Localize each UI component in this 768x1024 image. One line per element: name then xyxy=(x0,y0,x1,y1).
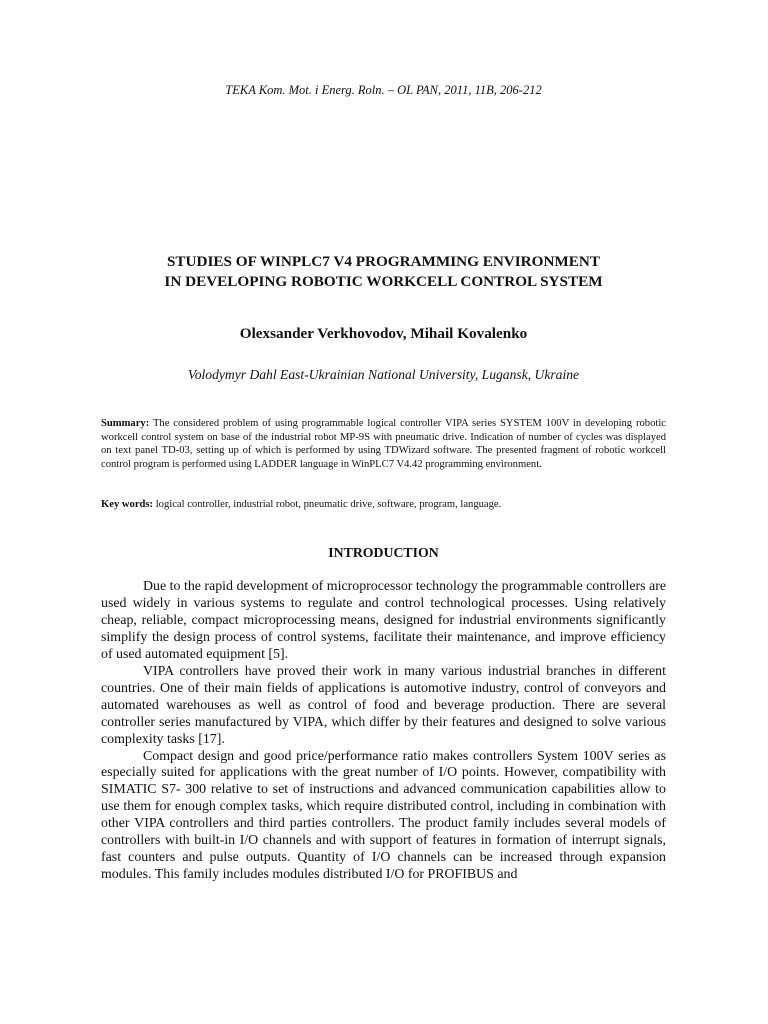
paper-page xyxy=(101,0,666,1024)
section-heading-introduction: INTRODUCTION xyxy=(328,545,439,560)
body-paragraph: Compact design and good price/performance ratio makes controllers System 100V series as especially suited for applications with the great number of I/O points. However, compatibility with SIMATIC S7- 300 relative to set of instructions and advanced communication capabilities allow to use them for enough complex tasks, which require distributed control, including in combination with other VIPA controllers and third parties controllers. The product family includes several models of controllers with built-in I/O channels and with support of features in formation of interrupt signals, fast counters and pulse outputs. Quantity of I/O channels can be increased through expansion modules. This family includes modules distributed I/O for PROFIBUS and xyxy=(101,748,666,883)
introduction-body xyxy=(101,579,666,884)
body-paragraph: Due to the rapid development of microprocessor technology the programmable controllers are used widely in various systems to regulate and control technological processes. Using relatively cheap, reliable, compact microprocessing means, designed for industrial environments significantly simplify the design process of control systems, facilitate their maintenance, and improve efficiency of used automated equipment [5]. xyxy=(101,579,666,662)
affiliation: Volodymyr Dahl East-Ukrainian National University, Lugansk, Ukraine xyxy=(187,367,580,382)
summary-text: The considered problem of using programmable logical controller VIPA series SYSTEM 100V in developing robotic workcell control system on base of the industrial robot MP-9S with pneumatic drive. Indication of number of cycles was displayed on text panel TD-03, setting up of which is performed by using TDWizard software. The presented fragment of robotic workcell control program is performed using LADDER language in WinPLC7 V4.42 programming environment. xyxy=(101,418,666,470)
paper-title-line-2: IN DEVELOPING ROBOTIC WORKCELL CONTROL SYSTEM xyxy=(164,272,603,290)
keywords xyxy=(101,498,666,512)
summary xyxy=(101,417,666,471)
keywords-text: logical controller, industrial robot, pneumatic drive, software, program, language. xyxy=(153,499,502,510)
paper-title-line-1: STUDIES OF WINPLC7 V4 PROGRAMMING ENVIRONMENT xyxy=(166,253,600,270)
keywords-label: Key words: xyxy=(101,499,154,510)
summary-label: Summary: xyxy=(101,418,150,429)
journal-reference: TEKA Kom. Mot. i Energ. Roln. – OL PAN, 2011, 11B, 206-212 xyxy=(225,83,542,97)
body-paragraph: VIPA controllers have proved their work in many various industrial branches in different countries. One of their main fields of applications is automotive industry, control of conveyors and automated warehouses as well as control of food and beverage production. There are several controller series manufactured by VIPA, which differ by their features and designed to solve various complexity tasks [17]. xyxy=(101,663,666,747)
paper-title xyxy=(101,252,666,291)
authors: Olexsander Verkhovodov, Mihail Kovalenko xyxy=(239,325,528,342)
